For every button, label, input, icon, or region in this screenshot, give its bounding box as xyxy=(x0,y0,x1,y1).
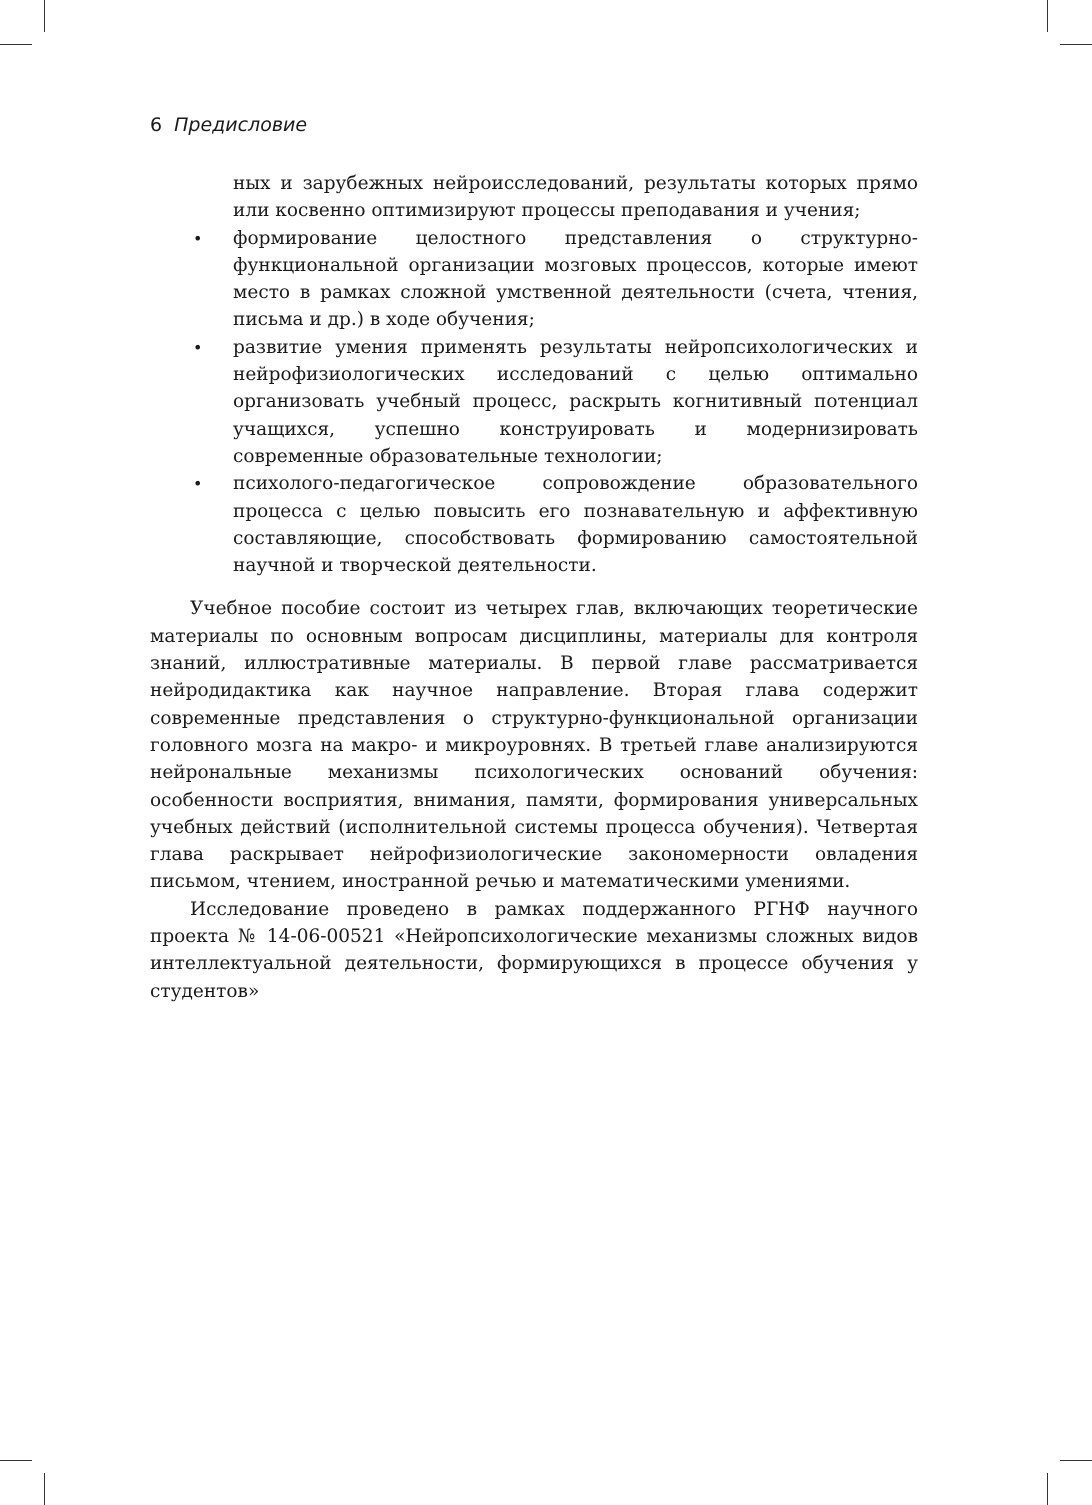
section-title: Предисловие xyxy=(174,114,308,136)
crop-mark xyxy=(1060,1460,1092,1461)
crop-mark xyxy=(1047,0,1048,32)
list-item-text: формирование целостного представления о структурно-функциональной организации мозговых процессов, которые имеют место в рамках сложной умственной деятельности (счета, чтения, письма и др.) в ходе обучения; xyxy=(233,227,918,331)
crop-mark xyxy=(44,1473,45,1505)
paragraph: Учебное пособие состоит из четырех глав, включающих теоретические материалы по основным вопросам дисциплины, материалы для контроля знаний, иллюстративные материалы. В первой главе рассматривается нейродидактика как научное направление. Вторая глава содержит современные представления о структурно-функциональной организации головного мозга на макро- и микроуровнях. В третьей главе анализируются нейрональные механизмы психологических оснований обучения: особенности восприятия, внимания, памяти, формирования универсальных учебных действий (исполнительной системы процесса обучения). Четвертая глава раскрывает нейрофизиологические закономерности овладения письмом, чтением, иностранной речью и математическими умениями. xyxy=(150,598,918,893)
list-item xyxy=(193,470,918,579)
list-item-text: развитие умения применять результаты нейропсихологических и нейрофизиологических исследований с целью оптимально организовать учебный процесс, раскрыть когнитивный потенциал учащихся, успешно конструировать и модернизировать современные образовательные технологии; xyxy=(233,336,918,467)
page-number: 6 xyxy=(150,114,163,136)
crop-mark xyxy=(1047,1473,1048,1505)
list-item xyxy=(193,225,918,334)
bullet-icon: • xyxy=(193,337,203,357)
page-content xyxy=(150,170,918,1005)
crop-mark xyxy=(44,0,45,32)
crop-mark xyxy=(0,1460,32,1461)
continuation-text: ных и зарубежных нейроисследований, результаты которых прямо или косвенно оптимизируют процессы преподавания и учения; xyxy=(233,173,918,222)
crop-mark xyxy=(0,44,32,45)
bullet-list xyxy=(150,225,918,580)
bullet-icon: • xyxy=(193,474,203,494)
crop-mark xyxy=(1060,44,1092,45)
paragraph: Исследование проведено в рамках поддержанного РГНФ научного проекта № 14-06-00521 «Нейропсихологические механизмы сложных видов интеллектуальной деятельности, формирующихся в процессе обучения у студентов» xyxy=(150,898,918,1002)
list-item-text: психолого-педагогическое сопровождение образовательного процесса с целью повысить его познавательную и аффективную составляющие, способствовать формированию самостоятельной научной и творческой деятельности. xyxy=(233,473,918,577)
bullet-icon: • xyxy=(193,228,203,248)
list-item xyxy=(193,334,918,470)
running-head xyxy=(150,112,307,138)
